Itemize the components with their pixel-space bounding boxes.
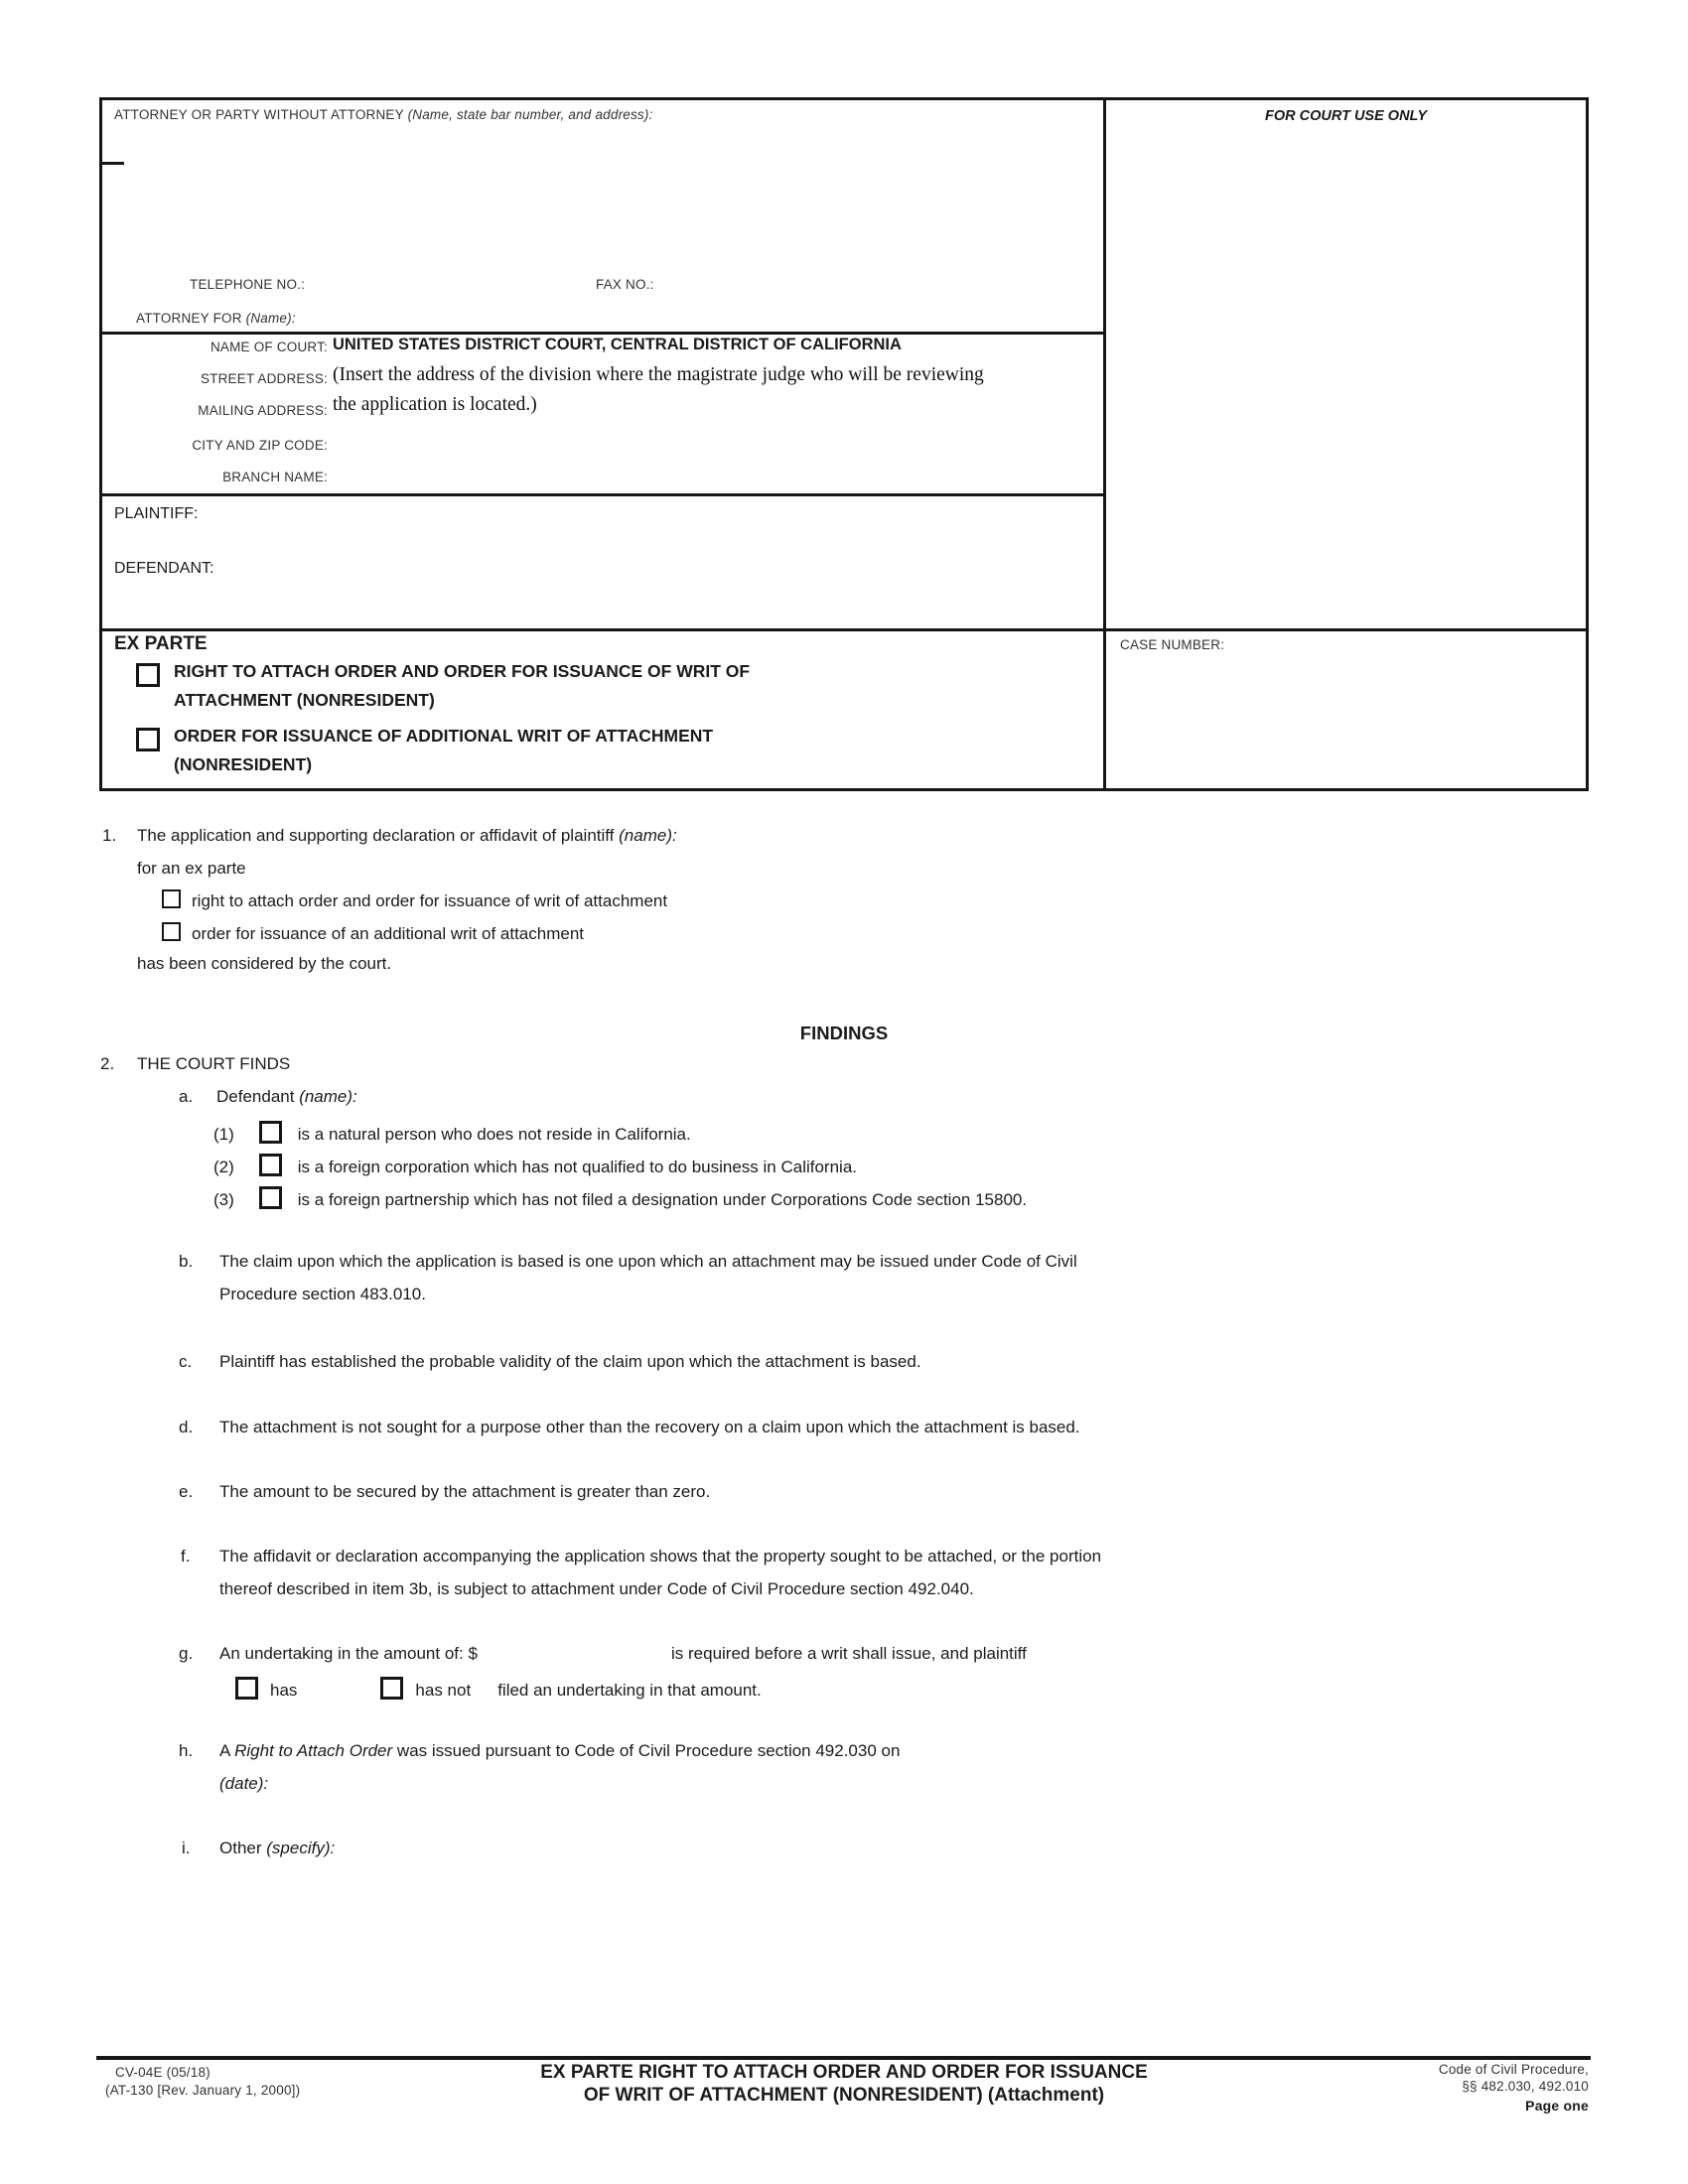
mailing-address-label: MAILING ADDRESS: [198,403,328,418]
item2d-text: The attachment is not sought for a purpose other than the recovery on a claim upon which the attachment is based. [219,1418,1080,1436]
item2a-sub2-checkbox[interactable] [259,1154,282,1176]
defendant-label: DEFENDANT: [114,560,214,577]
item2c-letter: c. [179,1352,193,1371]
item2h-letter: h. [179,1741,194,1760]
item2g-has-checkbox[interactable] [235,1677,258,1700]
city-zip-field[interactable] [333,432,928,458]
item2g-tail: is required before a writ shall issue, and plaintiff [671,1644,1027,1663]
order-date-field[interactable] [288,1770,586,1796]
other-specify-field[interactable] [348,1835,1043,1914]
defendant-name-field[interactable] [397,1083,844,1109]
item2e-letter: e. [179,1482,194,1501]
item1-closing: has been considered by the court. [137,954,392,973]
item2a-sub1-num: (1) [213,1125,234,1144]
exparte-option2-checkbox[interactable] [136,728,160,751]
item2a-sub3 [213,1186,1027,1210]
item1-option1-label: right to attach order and order for issuance of writ of attachment [192,891,668,910]
item2i-note: (specify): [266,1839,336,1857]
attorney-for-field[interactable] [316,305,912,331]
item1-number: 1. [102,826,117,845]
exparte-option2-line2: (NONRESIDENT) [174,754,313,774]
exparte-option1-checkbox[interactable] [136,663,160,687]
telephone-label: TELEPHONE NO.: [190,277,306,292]
case-number-label: CASE NUMBER: [1120,637,1225,652]
item2a-sub1-checkbox[interactable] [259,1121,282,1144]
footer-form-code-line1: CV-04E (05/18) [115,2065,211,2080]
address-note-line1: (Insert the address of the division where the magistrate judge who will be reviewing [333,364,984,385]
footer-rule [96,2056,1591,2060]
attorney-label-note: (Name, state bar number, and address): [407,107,653,122]
item1-option2-label: order for issuance of an additional writ of attachment [192,924,584,943]
item1-line1-note: (name): [619,826,677,845]
item2b-line2: Procedure section 483.010. [219,1285,426,1303]
branch-name-label: BRANCH NAME: [222,470,328,484]
item2h-pre: A [219,1741,235,1760]
footer-page-label: Page one [1525,2098,1589,2114]
item2g-lead: An undertaking in the amount of: $ [219,1644,478,1663]
item1-line1-text: The application and supporting declaration or affidavit of plaintiff [137,826,620,845]
attorney-court-divider [102,332,1103,335]
attorney-info-field[interactable] [112,130,1085,267]
item2a-text-note: (name): [299,1087,357,1106]
item1-option2-checkbox[interactable] [162,922,181,941]
header-caption-box [99,97,1589,791]
item1-line2: for an ex parte [137,859,246,878]
item2i-text-main: Other [219,1839,267,1857]
case-number-field[interactable] [1244,632,1572,771]
attorney-for-note: (Name): [245,311,296,326]
item2b-line1: The claim upon which the application is based is one upon which an attachment may be issued under Code of Civil [219,1252,1077,1271]
undertaking-amount-field[interactable] [447,1640,660,1666]
item2f-letter: f. [181,1547,191,1566]
telephone-field[interactable] [306,271,544,297]
item2a-letter: a. [179,1087,194,1106]
footer-code-ref-line1: Code of Civil Procedure, [1438,2062,1589,2077]
item2a-sub1-text: is a natural person who does not reside in California. [297,1125,691,1144]
item2c-text: Plaintiff has established the probable validity of the claim upon which the attachment is based. [219,1352,921,1371]
parties-title-divider [102,628,1586,631]
fax-label: FAX NO.: [596,277,654,292]
branch-name-field[interactable] [333,464,928,489]
item2a-sub3-text: is a foreign partnership which has not filed a designation under Corporations Code section 15800. [297,1190,1028,1209]
item2h-line1 [219,1741,900,1761]
footer-code-ref-line2: §§ 482.030, 492.010 [1462,2079,1589,2094]
item2f-line1: The affidavit or declaration accompanying the application shows that the property sought to be attached, or the portion [219,1547,1102,1566]
item2g-has-label: has [270,1681,298,1700]
item2a-sub2-text: is a foreign corporation which has not qualified to do business in California. [297,1158,857,1176]
item2d-letter: d. [179,1418,194,1436]
header-vertical-divider [1103,100,1106,788]
item2a-sub2-num: (2) [213,1158,234,1176]
item2i-text [219,1839,335,1858]
exparte-option1-line2: ATTACHMENT (NONRESIDENT) [174,690,435,710]
item2f-line2: thereof described in item 3b, is subject to attachment under Code of Civil Procedure section 492.040. [219,1579,974,1598]
item1-option1-checkbox[interactable] [162,889,181,908]
attorney-for-label [136,311,296,326]
item1-line1 [137,826,677,846]
attorney-label [114,107,653,122]
street-address-label: STREET ADDRESS: [200,371,328,386]
item2-number: 2. [100,1054,115,1073]
item2h-order-name: Right to Attach Order [234,1741,393,1760]
item2h-post: was issued pursuant to Code of Civil Procedure section 492.030 on [392,1741,901,1760]
item2a-sub2 [213,1154,857,1177]
item1-option1 [162,889,667,911]
plaintiff-field[interactable] [211,499,1065,547]
item2-title: THE COURT FINDS [137,1054,291,1073]
court-parties-divider [102,493,1103,496]
findings-heading: FINDINGS [799,1023,889,1043]
footer-form-code-line2: (AT-130 [Rev. January 1, 2000]) [105,2083,301,2098]
for-court-use-label: FOR COURT USE ONLY [1265,108,1427,124]
attorney-for-text: ATTORNEY FOR [136,311,246,326]
item2g-hasnot-checkbox[interactable] [380,1677,403,1700]
item2g-options [235,1677,762,1701]
city-zip-label: CITY AND ZIP CODE: [192,438,328,453]
fax-field[interactable] [678,271,976,297]
name-of-court-label: NAME OF COURT: [210,340,328,354]
item2g-filed-text: filed an undertaking in that amount. [497,1681,762,1700]
item2a-text-main: Defendant [216,1087,300,1106]
exparte-option2-line1: ORDER FOR ISSUANCE OF ADDITIONAL WRIT OF ATTACHMENT [174,726,714,746]
attorney-label-text: ATTORNEY OR PARTY WITHOUT ATTORNEY [114,107,408,122]
item2h-date-note: (date): [219,1774,269,1793]
item2a-sub3-checkbox[interactable] [259,1186,282,1209]
item2a-text [216,1087,357,1107]
item2g-letter: g. [179,1644,194,1663]
item2a-sub3-num: (3) [213,1190,234,1209]
footer-title-line1: EX PARTE RIGHT TO ATTACH ORDER AND ORDER FOR ISSUANCE [540,2062,1148,2083]
exparte-heading: EX PARTE [114,633,208,654]
item2a-sub1 [213,1121,691,1145]
plaintiff-label: PLAINTIFF: [114,505,199,522]
item2g-hasnot-label: has not [415,1681,472,1700]
name-of-court-value: UNITED STATES DISTRICT COURT, CENTRAL DISTRICT OF CALIFORNIA [333,336,902,353]
footer-title-line2: OF WRIT OF ATTACHMENT (NONRESIDENT) (Attachment) [583,2085,1105,2106]
item1-option2 [162,922,584,944]
exparte-option1-line1: RIGHT TO ATTACH ORDER AND ORDER FOR ISSUANCE OF WRIT OF [174,661,751,681]
item2i-letter: i. [182,1839,191,1857]
defendant-field[interactable] [229,554,1063,614]
item2b-letter: b. [179,1252,194,1271]
plaintiff-name-field[interactable] [695,822,1142,848]
address-note-line2: the application is located.) [333,394,537,415]
item2e-text: The amount to be secured by the attachment is greater than zero. [219,1482,711,1501]
